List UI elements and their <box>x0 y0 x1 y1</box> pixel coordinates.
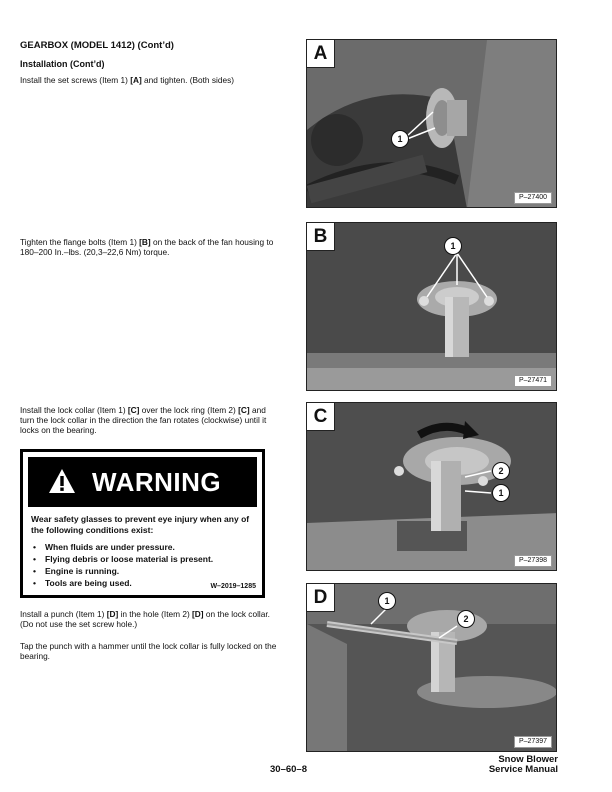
photo-c-code: P–27398 <box>514 555 552 567</box>
callout-1: 1 <box>391 130 409 148</box>
page-title: GEARBOX (MODEL 1412) (Cont’d) <box>20 40 174 51</box>
manual-title-line2: Service Manual <box>488 764 558 775</box>
callout-2: 2 <box>457 610 475 628</box>
callout-1: 1 <box>444 237 462 255</box>
warning-box <box>20 449 265 598</box>
list-item: • When fluids are under pressure. <box>31 541 259 553</box>
list-item: • Engine is running. <box>31 565 259 577</box>
photo-b <box>306 222 557 391</box>
photo-a <box>306 39 557 208</box>
photo-d-code: P–27397 <box>514 736 552 748</box>
section-subtitle: Installation (Cont’d) <box>20 59 105 69</box>
warning-code: W–2019–1285 <box>210 583 256 590</box>
page-number: 30–60–8 <box>270 764 307 775</box>
step-b-text: Tighten the flange bolts (Item 1) [B] on the back of the fan housing to 180–200 In.–lbs. (20,3–22,6 Nm) torque. <box>20 237 274 257</box>
step-c-text: Install the lock collar (Item 1) [C] over the lock ring (Item 2) [C] and turn the lock collar in the direction the fan rotates (clockwise) until it locks on the bearing. <box>20 405 267 435</box>
photo-a-label: A <box>307 40 335 68</box>
photo-c <box>306 402 557 571</box>
step-d2-text: Tap the punch with a hammer until the lock collar is fully locked on the bearing. <box>20 641 277 661</box>
step-d-text: Install a punch (Item 1) [D] in the hole (Item 2) [D] on the lock collar. (Do not use the set screw hole.) <box>20 609 270 629</box>
warning-title: WARNING <box>92 467 222 497</box>
photo-d <box>306 583 557 752</box>
warning-conditions <box>31 541 259 589</box>
callout-2: 2 <box>492 462 510 480</box>
photo-d-label: D <box>307 584 335 612</box>
callout-1: 1 <box>378 592 396 610</box>
manual-title <box>489 755 558 775</box>
photo-b-code: P–27471 <box>514 375 552 387</box>
step-a-text: Install the set screws (Item 1) [A] and tighten. (Both sides) <box>20 75 234 85</box>
photo-b-image <box>307 223 557 391</box>
photo-b-label: B <box>307 223 335 251</box>
photo-c-image <box>307 403 557 571</box>
warning-triangle-icon <box>48 468 76 494</box>
photo-a-code: P–27400 <box>514 192 552 204</box>
list-item: • Tools are being used. <box>31 577 259 589</box>
warning-header <box>28 457 257 507</box>
list-item: • Flying debris or loose material is present. <box>31 553 259 565</box>
callout-1: 1 <box>492 484 510 502</box>
manual-title-line1: Snow Blower <box>498 754 558 765</box>
photo-a-image <box>307 40 557 208</box>
photo-d-image <box>307 584 557 752</box>
warning-intro: Wear safety glasses to prevent eye injury when any of the following conditions exist: <box>31 514 250 535</box>
photo-c-label: C <box>307 403 335 431</box>
